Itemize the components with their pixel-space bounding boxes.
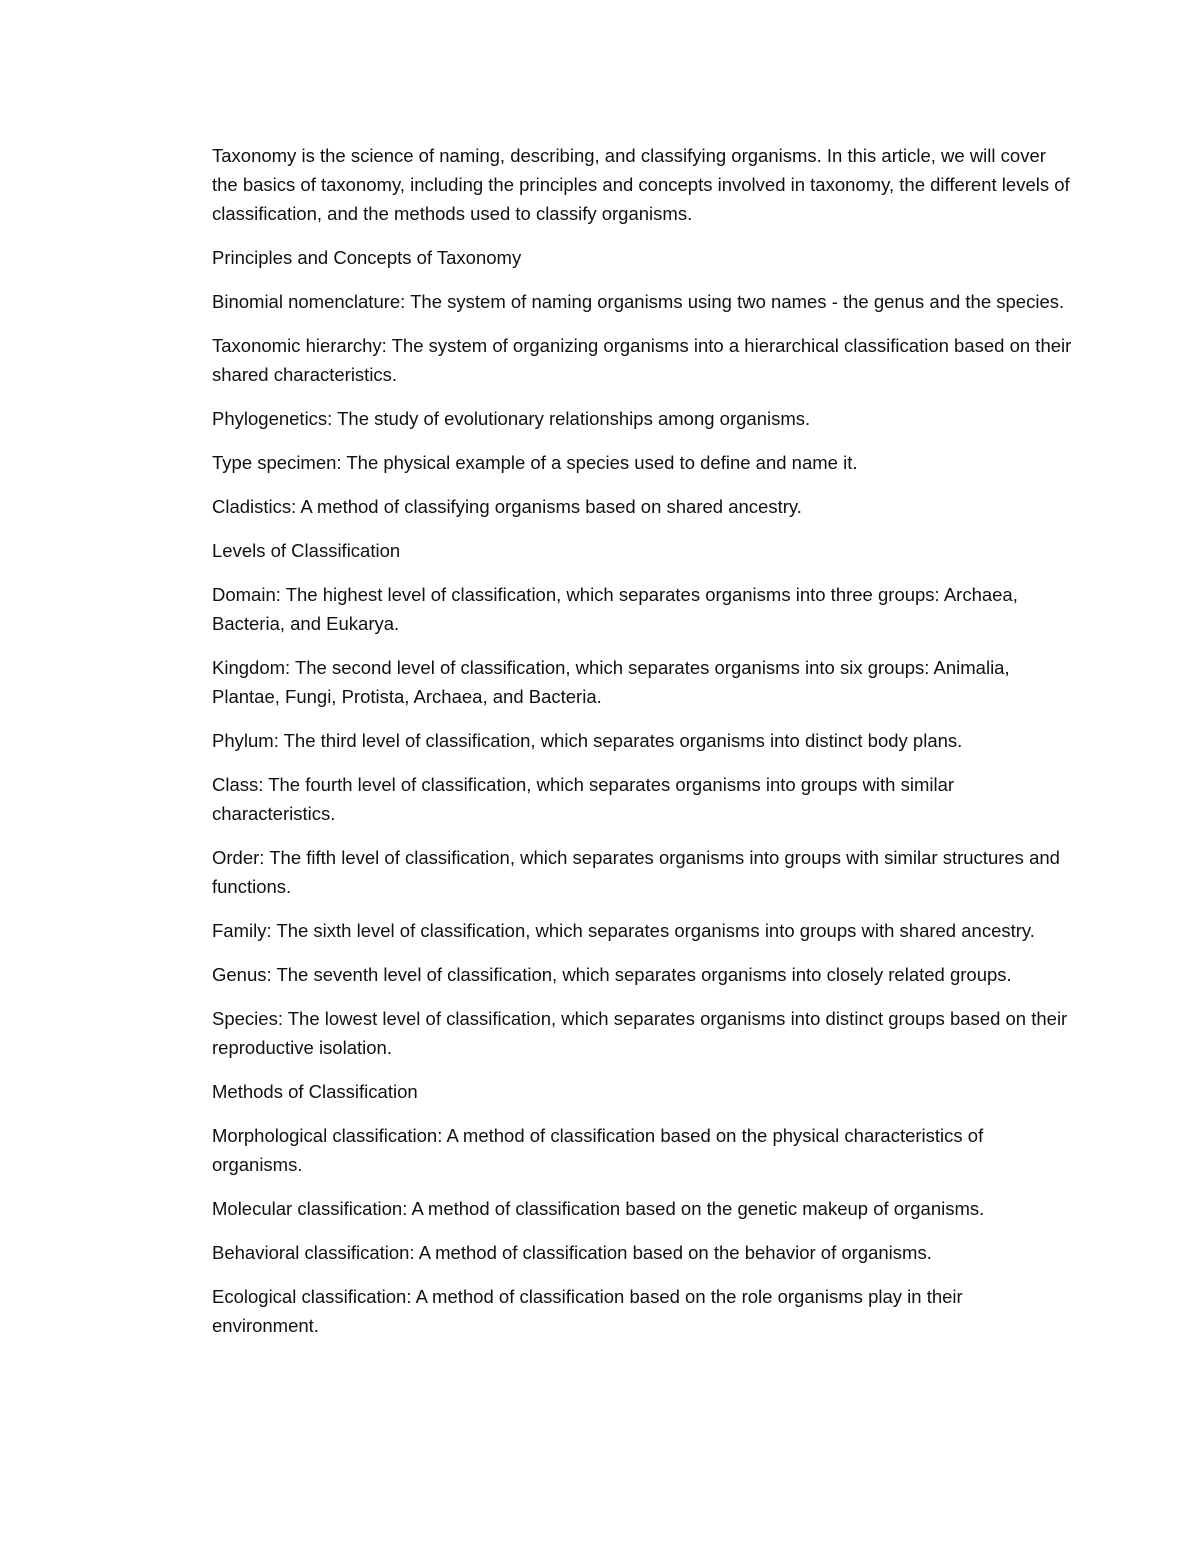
definition-type-specimen: Type specimen: The physical example of a species used to define and name it.: [212, 452, 858, 473]
level-species: Species: The lowest level of classification, which separates organisms into distinct groups based on their reproductive isolation.: [212, 1008, 1068, 1058]
document-page: [212, 141, 1072, 1355]
definition-binomial-nomenclature: Binomial nomenclature: The system of naming organisms using two names - the genus and the species.: [212, 291, 1065, 312]
level-kingdom: Kingdom: The second level of classification, which separates organisms into six groups: Animalia, Plantae, Fungi, Protista, Archaea, and Bacteria.: [212, 657, 1010, 707]
section-heading-methods: Methods of Classification: [212, 1081, 418, 1102]
section-heading-principles: Principles and Concepts of Taxonomy: [212, 247, 522, 268]
level-order: Order: The fifth level of classification, which separates organisms into groups with similar structures and functions.: [212, 847, 1060, 897]
intro-paragraph: Taxonomy is the science of naming, describing, and classifying organisms. In this article, we will cover the basics of taxonomy, including the principles and concepts involved in taxonomy, the different levels of classification, and the methods used to classify organisms.: [212, 145, 1070, 224]
definition-cladistics: Cladistics: A method of classifying organisms based on shared ancestry.: [212, 496, 802, 517]
method-behavioral: Behavioral classification: A method of classification based on the behavior of organisms.: [212, 1242, 932, 1263]
method-ecological: Ecological classification: A method of classification based on the role organisms play in their environment.: [212, 1286, 963, 1336]
definition-taxonomic-hierarchy: Taxonomic hierarchy: The system of organizing organisms into a hierarchical classification based on their shared characteristics.: [212, 335, 1072, 385]
definition-phylogenetics: Phylogenetics: The study of evolutionary relationships among organisms.: [212, 408, 811, 429]
level-class: Class: The fourth level of classification, which separates organisms into groups with similar characteristics.: [212, 774, 955, 824]
method-morphological: Morphological classification: A method of classification based on the physical characteristics of organisms.: [212, 1125, 984, 1175]
section-heading-levels: Levels of Classification: [212, 540, 401, 561]
level-domain: Domain: The highest level of classification, which separates organisms into three groups: Archaea, Bacteria, and Eukarya.: [212, 584, 1018, 634]
level-phylum: Phylum: The third level of classification, which separates organisms into distinct body plans.: [212, 730, 963, 751]
level-genus: Genus: The seventh level of classification, which separates organisms into closely related groups.: [212, 964, 1012, 985]
level-family: Family: The sixth level of classification, which separates organisms into groups with shared ancestry.: [212, 920, 1035, 941]
method-molecular: Molecular classification: A method of classification based on the genetic makeup of organisms.: [212, 1198, 985, 1219]
